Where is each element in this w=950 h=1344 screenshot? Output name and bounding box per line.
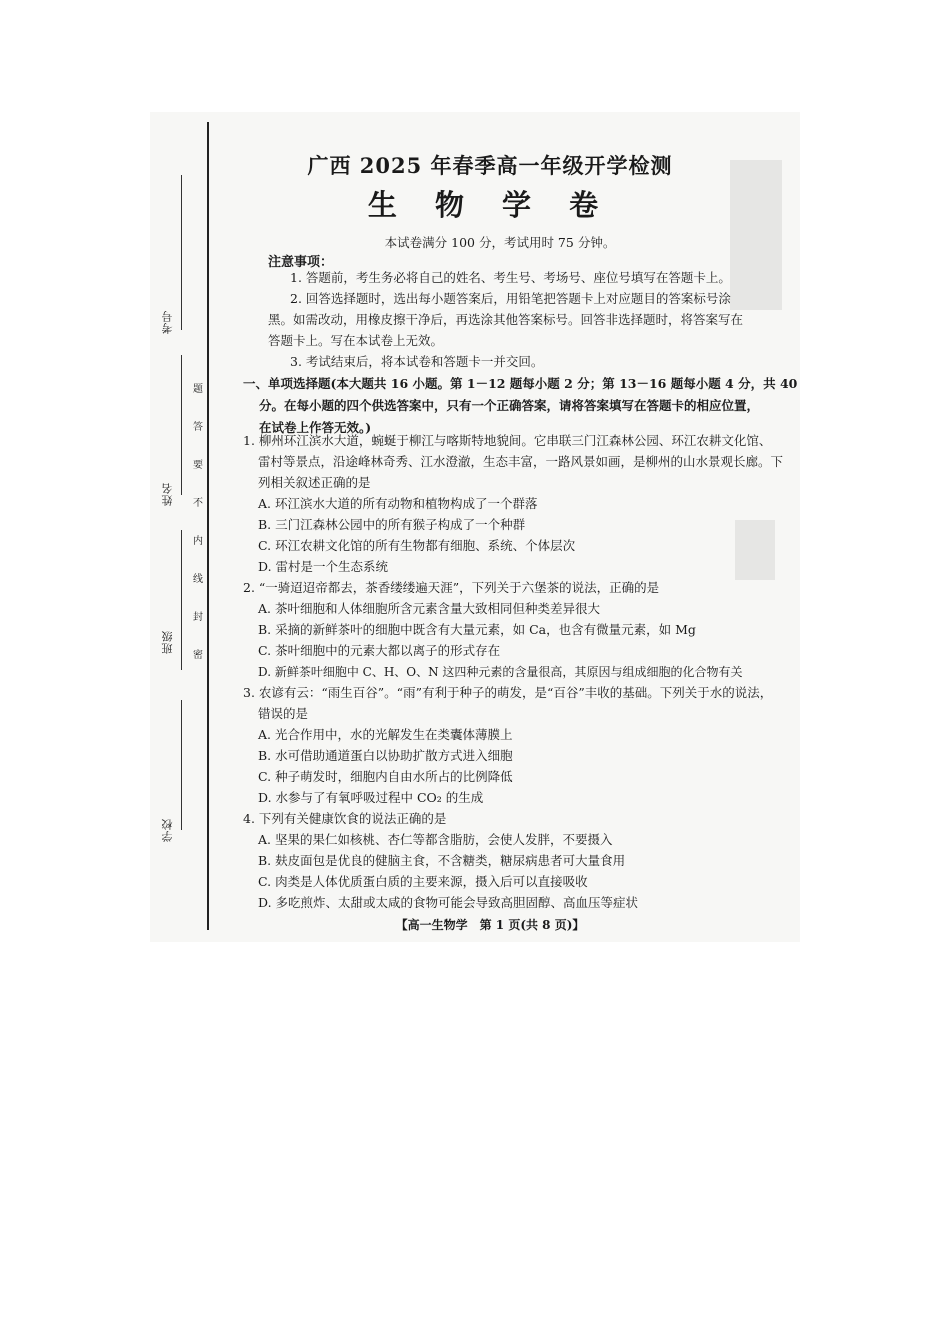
question-stem: 1. 柳州环江滨水大道，蜿蜒于柳江与喀斯特地貌间。它串联三门江森林公园、环江农耕文化馆、 (243, 433, 772, 448)
notice-line: 3. 考试结束后，将本试卷和答题卡一并交回。 (290, 354, 544, 369)
exam-title: 广西 2025 年春季高一年级开学检测 (307, 153, 673, 178)
name-label: 姓名 (161, 482, 174, 506)
question-option: C. 种子萌发时，细胞内自由水所占的比例降低 (258, 769, 513, 784)
question-option: C. 环江农耕文化馆的所有生物都有细胞、系统、个体层次 (258, 538, 576, 553)
score-info: 本试卷满分 100 分，考试用时 75 分钟。 (384, 235, 616, 250)
bleed-through-mark (735, 520, 775, 580)
question-option: C. 茶叶细胞中的元素大都以离子的形式存在 (258, 643, 501, 658)
question-option: A. 坚果的果仁如核桃、杏仁等都含脂肪，会使人发胖，不要摄入 (258, 832, 613, 847)
question-stem: 列相关叙述正确的是 (258, 475, 371, 490)
question-stem: 错误的是 (258, 706, 309, 721)
class-label: 班级 (161, 630, 174, 654)
question-option: D. 雷村是一个生态系统 (258, 559, 389, 574)
school-label: 学校 (161, 818, 174, 842)
question-option: B. 水可借助通道蛋白以协助扩散方式进入细胞 (258, 748, 513, 763)
question-stem: 4. 下列有关健康饮食的说法正确的是 (243, 811, 447, 826)
exam-no-label: 考号 (161, 310, 174, 334)
seal-word: 题 (193, 384, 203, 395)
question-option: D. 水参与了有氧呼吸过程中 CO₂ 的生成 (258, 790, 484, 805)
seal-word: 线 (193, 574, 203, 585)
question-stem: 3. 农谚有云：“雨生百谷”。“雨”有利于种子的萌发，是“百谷”丰收的基础。下列关于水的说法， (243, 685, 773, 700)
seal-word: 不 (193, 498, 203, 509)
question-stem: 雷村等景点，沿途峰林奇秀、江水澄澈，生态丰富，一路风景如画，是柳州的山水景观长廊。下 (258, 454, 784, 469)
exam-no-line (181, 175, 182, 330)
question-option: A. 茶叶细胞和人体细胞所含元素含量大致相同但种类差异很大 (258, 601, 600, 616)
seal-word: 封 (193, 612, 203, 623)
page-footer: 【高一生物学 第 1 页(共 8 页)】 (395, 918, 585, 932)
question-option: A. 光合作用中，水的光解发生在类囊体薄膜上 (258, 727, 513, 742)
name-line (181, 355, 182, 495)
question-option: A. 环江滨水大道的所有动物和植物构成了一个群落 (258, 496, 538, 511)
question-stem: 2. “一骑迢迢帝都去，茶香缕缕遍天涯”，下列关于六堡茶的说法，正确的是 (243, 580, 660, 595)
bleed-through-mark (730, 160, 782, 310)
notice-line: 2. 回答选择题时，选出每小题答案后，用铅笔把答题卡上对应题目的答案标号涂 (290, 291, 731, 306)
notice-line: 答题卡上。写在本试卷上无效。 (268, 333, 444, 348)
class-line (181, 530, 182, 670)
question-option: B. 麸皮面包是优良的健脑主食，不含糖类，糖尿病患者可大量食用 (258, 853, 626, 868)
seal-word: 内 (193, 536, 203, 547)
question-option: B. 采摘的新鲜茶叶的细胞中既含有大量元素，如 Ca，也含有微量元素，如 Mg (258, 622, 696, 637)
section-heading: 分。在每小题的四个供选答案中，只有一个正确答案，请将答案填写在答题卡的相应位置， (259, 398, 760, 413)
binding-outer-rule (207, 122, 209, 930)
question-option: D. 新鲜茶叶细胞中 C、H、O、N 这四种元素的含量很高，其原因与组成细胞的化合物有关 (258, 665, 743, 679)
question-option: C. 肉类是人体优质蛋白质的主要来源，摄入后可以直接吸收 (258, 874, 588, 889)
subject-title: 生 物 学 卷 (367, 188, 613, 222)
seal-word: 答 (193, 422, 203, 433)
notice-line: 黑。如需改动，用橡皮擦干净后，再选涂其他答案标号。回答非选择题时，将答案写在 (268, 312, 744, 327)
question-option: D. 多吃煎炸、太甜或太咸的食物可能会导致高胆固醇、高血压等症状 (258, 895, 639, 910)
seal-word: 要 (193, 460, 203, 471)
school-line (181, 700, 182, 830)
notice-heading: 注意事项： (268, 255, 334, 270)
section-heading: 一、单项选择题(本大题共 16 小题。第 1－12 题每小题 2 分；第 13－16 题每小题 4 分，共 40 (243, 376, 798, 391)
notice-line: 1. 答题前，考生务必将自己的姓名、考生号、考场号、座位号填写在答题卡上。 (290, 270, 731, 285)
seal-word: 密 (193, 650, 203, 661)
section-heading: 在试卷上作答无效。) (259, 420, 372, 435)
question-option: B. 三门江森林公园中的所有猴子构成了一个种群 (258, 517, 526, 532)
